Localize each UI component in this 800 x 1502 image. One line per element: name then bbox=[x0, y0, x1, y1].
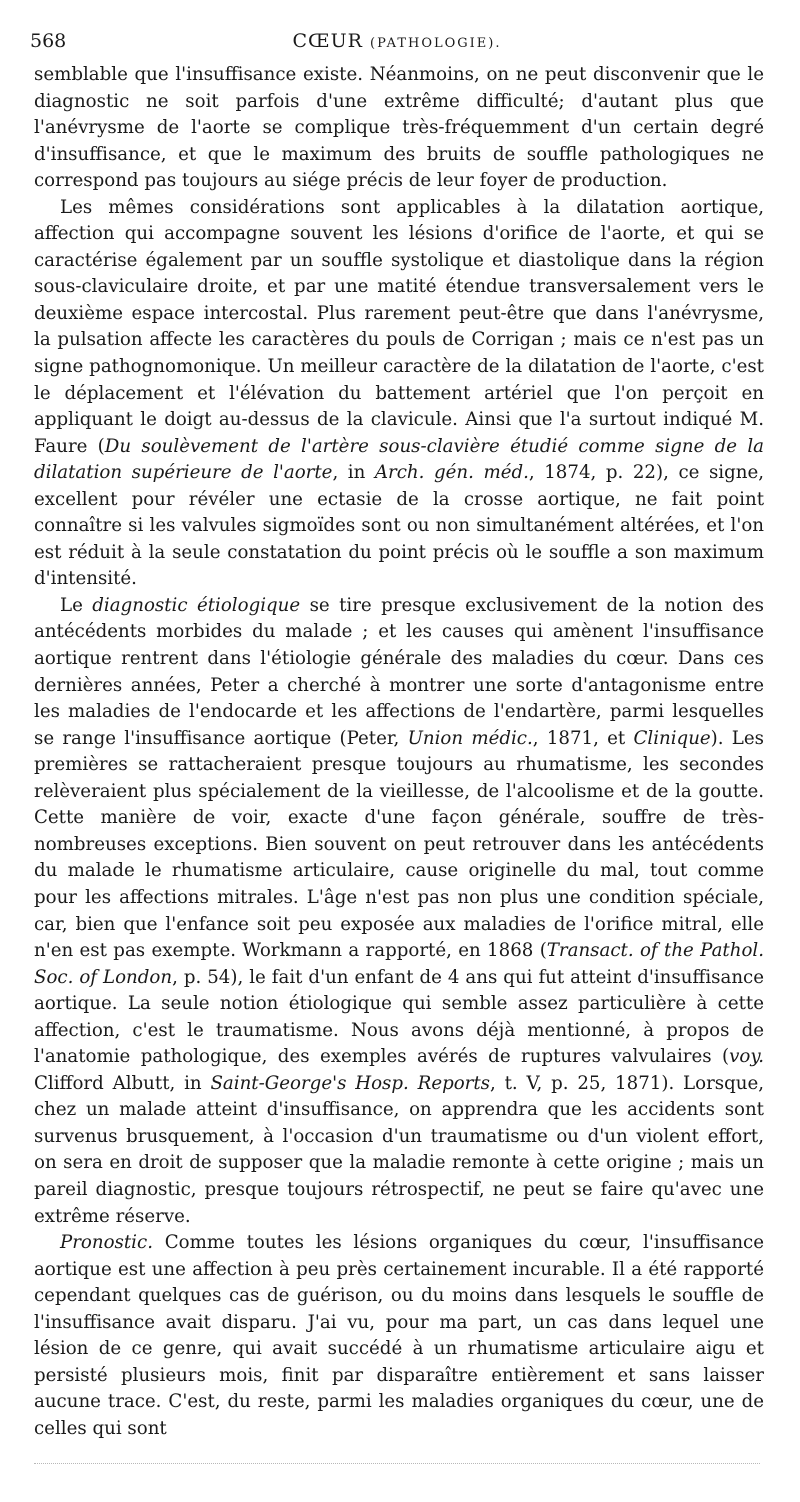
p3-journal-saint-george: Saint-George's Hosp. Reports bbox=[210, 1072, 491, 1094]
p3-voy: voy. bbox=[729, 1046, 764, 1068]
p3-journal-transact: Transact. of the Pathol. Soc. of London bbox=[34, 940, 764, 988]
p2-text-b: , in bbox=[332, 462, 375, 484]
paragraph-pronostic bbox=[34, 1230, 764, 1442]
page-number: 568 bbox=[30, 30, 67, 52]
p3-text-f: Clifford Albutt, in bbox=[34, 1072, 211, 1094]
footer-print-artifact bbox=[34, 1463, 760, 1464]
paragraph-dilatation-aortique bbox=[34, 195, 764, 593]
running-title bbox=[30, 30, 764, 52]
paragraph-diagnostic-etiologique bbox=[34, 593, 764, 1230]
running-title-sub: (PATHOLOGIE). bbox=[370, 36, 502, 51]
p3-text-b: se tire presque exclusivement de la notion des antécédents morbides du malade ; et les causes qui amènent l'insuffisance aortique rentrent dans l'étiologie générale des maladies du cœur. Dans ces dernières années, Peter a cherché à montrer une sorte d'antagonisme entre les maladies de l'endocarde et les affections de l'endartère, parmi lesquelles se range l'insuffisance aortique (Peter, bbox=[34, 594, 765, 749]
running-title-main: CŒUR bbox=[292, 30, 363, 52]
p3-journal-union: Union médic. bbox=[407, 727, 533, 749]
p3-text-c: , 1871, et bbox=[532, 727, 634, 749]
running-header bbox=[30, 30, 764, 60]
p2-ref-journal: Arch. gén. méd. bbox=[374, 462, 529, 484]
p4-text: Comme toutes les lésions organiques du cœur, l'insuffisance aortique est une affection à peu près certainement incurable. Il a été rapporté cependant quelques cas de guérison, ou du moins dans lesquels le souffle de l'insuffisance avait disparu. J'ai vu, pour ma part, un cas dans lequel une lésion de ce genre, qui avait succédé à un rhumatisme articulaire aigu et persisté plusieurs mois, finit par disparaître entièrement et sans laisser aucune trace. C'est, du reste, parmi les maladies organiques du cœur, une de celles qui sont bbox=[34, 1232, 764, 1439]
p2-text-c: , 1874, p. 22), ce signe, excellent pour révéler une ectasie de la crosse aortique, ne fait point connaître si les valvules sigmoïdes sont ou non simultanément altérées, et l'on est réduit à la seule constatation du point précis où le souffle a son maximum d'intensité. bbox=[34, 462, 765, 590]
pronostic-heading: Pronostic. bbox=[60, 1232, 153, 1254]
page-body bbox=[34, 62, 764, 1442]
p3-journal-clinique: Clinique bbox=[633, 727, 711, 749]
p3-text-g: , t. V, p. 25, 1871). Lorsque, chez un malade atteint d'insuffisance, on apprendra que les accidents sont survenus brusquement, à l'occasion d'un traumatisme ou d'un violent effort, on sera en droit de supposer que la maladie remonte à cette origine ; mais un pareil diagnostic, presque toujours rétrospectif, ne peut se faire qu'avec une extrême réserve. bbox=[34, 1072, 764, 1227]
p3-text-a: Le bbox=[60, 594, 93, 616]
p3-term: diagnostic étiologique bbox=[92, 594, 301, 616]
p3-text-e: , p. 54), le fait d'un enfant de 4 ans qui fut atteint d'insuffisance aortique. La seule notion étiologique qui semble assez particulière à cette affection, c'est le traumatisme. Nous avons déjà mentionné, à propos de l'anatomie pathologique, des exemples avérés de ruptures valvulaires ( bbox=[34, 966, 765, 1068]
p2-text-a: Les mêmes considérations sont applicables à la dilatation aortique, affection qui accompagne souvent les lésions d'orifice de l'aorte, et qui se caractérise également par un souffle systolique et diastolique dans la région sous-claviculaire droite, et par une matité étendue transversalement vers le deuxième espace intercostal. Plus rarement peut-être que dans l'anévrysme, la pulsation affecte les caractères du pouls de Corrigan ; mais ce n'est pas un signe pathognomonique. Un meilleur caractère de la dilatation de l'aorte, c'est le déplacement et l'élévation du battement artériel que l'on perçoit en appliquant le doigt au-dessus de la clavicule. Ainsi que l'a surtout indiqué M. Faure ( bbox=[34, 196, 764, 457]
paragraph-continuation: semblable que l'insuffisance existe. Néanmoins, on ne peut disconvenir que le diagnostic ne soit parfois d'une extrême difficulté; d'autant plus que l'anévrysme de l'aorte se complique très-fréquemment d'un certain degré d'insuffisance, et que le maximum des bruits de souffle pathologiques ne correspond pas toujours au siége précis de leur foyer de production. bbox=[34, 64, 764, 192]
p3-text-d: ). Les premières se rattacheraient presque toujours au rhumatisme, les secondes relèveraient plus spécialement de la vieillesse, de l'alcoolisme et de la goutte. Cette manière de voir, exacte d'une façon générale, souffre de très-nombreuses exceptions. Bien souvent on peut retrouver dans les antécédents du malade le rhumatisme articulaire, cause originelle du mal, tout comme pour les affections mitrales. L'âge n'est pas non plus une condition spéciale, car, bien que l'enfance soit peu exposée aux maladies de l'orifice mitral, elle n'en est pas exempte. Workmann a rapporté, en 1868 ( bbox=[34, 727, 764, 962]
p2-ref-title: Du soulèvement de l'artère sous-clavière étudié comme signe de la dilatation supérieure de l'aorte bbox=[34, 435, 764, 484]
